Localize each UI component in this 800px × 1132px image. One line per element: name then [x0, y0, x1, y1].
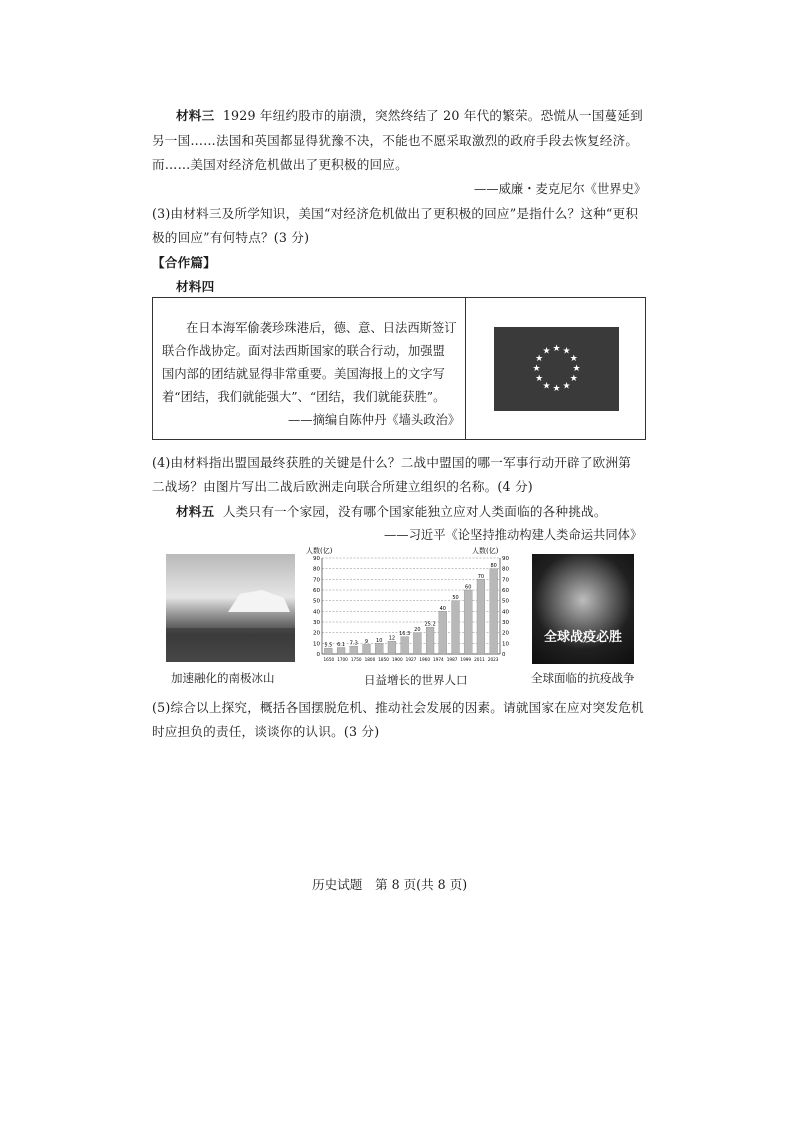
chart-bar [490, 569, 498, 654]
epidemic-poster-photo [532, 554, 634, 664]
svg-text:★: ★ [572, 364, 581, 374]
svg-text:★: ★ [542, 346, 551, 357]
chart-ytick-right: 40 [502, 609, 509, 616]
chart-data-label: 60 [465, 584, 472, 591]
chart-bar [388, 641, 396, 654]
chart-xtick: 1900 [391, 657, 403, 662]
chart-ytick-right: 20 [502, 630, 509, 637]
eu-flag-stars [494, 327, 619, 411]
svg-text:★: ★ [535, 354, 544, 364]
chart-ytick-left: 40 [313, 609, 320, 616]
svg-text:★: ★ [532, 364, 541, 374]
chart-xtick: 1850 [378, 657, 389, 662]
chart-ytick-left: 60 [313, 588, 320, 594]
chart-ytick-right: 70 [502, 577, 509, 584]
material3-source: ——威廉・麦克尼尔《世界史》 [474, 182, 647, 196]
chart-data-label: 16.3 [399, 631, 411, 638]
material4-divider [465, 297, 466, 440]
question4-line1: (4)由材料指出盟国最终获胜的关键是什么？二战中盟国的哪一军事行动开辟了欧洲第 [152, 455, 632, 470]
question5-line2: 时应担负的责任，谈谈你的认识。(3 分) [152, 724, 380, 739]
material5-line: 材料五 人类只有一个家园，没有哪个国家能独立应对人类面临的各种挑战。 [176, 504, 607, 519]
chart-xtick: 1800 [364, 657, 376, 662]
chart-ytick-left: 20 [313, 630, 320, 637]
chart-data-label: 7.3 [349, 640, 358, 647]
chart-data-label: 10 [376, 637, 383, 644]
chart-bar [426, 627, 434, 654]
ice-caption: 加速融化的南极冰山 [171, 671, 275, 685]
material3-line2: 另一国……法国和英国都显得犹豫不决，不能也不愿采取激烈的政府手段去恢复经济。 [152, 133, 639, 148]
chart-ylabel-right: 人数(亿) [472, 547, 499, 555]
svg-text:★: ★ [552, 384, 561, 394]
material3-line3: 而……美国对经济危机做出了更积极的回应。 [152, 157, 408, 172]
material3-label: 材料三 [176, 108, 215, 123]
chart-data-label: 50 [452, 595, 459, 602]
material4-source: ——摘编自陈仲丹《墙头政治》 [288, 413, 461, 427]
svg-text:★: ★ [552, 344, 561, 354]
chart-data-label: 80 [490, 563, 497, 570]
poster-text: 全球战疫必胜 [543, 630, 622, 645]
chart-ytick-right: 60 [502, 588, 509, 594]
page-footer: 历史试题 第 8 页(共 8 页) [312, 877, 468, 892]
section-title: 【合作篇】 [152, 255, 216, 270]
chart-ytick-left: 70 [313, 577, 320, 584]
chart-ytick-right: 0 [502, 652, 506, 658]
chart-data-label: 25.2 [424, 621, 436, 628]
chart-bar [477, 579, 485, 654]
chart-bar [363, 644, 371, 654]
material4-line3: 国内部的团结就显得非常重要。美国海报上的文字写 [162, 367, 445, 381]
chart-xtick: 1960 [419, 657, 431, 662]
chart-data-label: 9 [364, 638, 369, 645]
chart-xtick: 1700 [337, 657, 348, 662]
svg-text:★: ★ [562, 381, 571, 392]
chart-bar [439, 611, 447, 654]
chart-xtick: 1650 [323, 657, 335, 662]
svg-text:★: ★ [569, 374, 578, 384]
chart-xtick: 2023 [487, 657, 499, 662]
material4-line1: 在日本海军偷袭珍珠港后，德、意、日法西斯签订 [186, 321, 457, 335]
chart-data-label: 40 [439, 605, 446, 612]
question3-line1: (3)由材料三及所学知识，美国“对经济危机做出了更积极的回应”是指什么？这种“更积 [152, 206, 639, 221]
chart-ytick-right: 80 [502, 566, 509, 573]
population-caption: 日益增长的世界人口 [364, 673, 468, 687]
material5-source: ——习近平《论坚持推动构建人类命运共同体》 [384, 528, 643, 542]
chart-ytick-right: 30 [502, 620, 509, 626]
material3-line1: 材料三 1929 年纽约股市的崩溃，突然终结了 20 年代的繁荣。恐慌从一国蔓延到 [176, 108, 643, 123]
chart-bar [337, 647, 345, 654]
chart-bar [375, 643, 383, 654]
material4-line4: 着“团结，我们就能强大”、“团结，我们就能获胜”。 [162, 390, 446, 404]
population-chart [304, 546, 518, 668]
iceberg-shape [166, 554, 295, 662]
question5-line1: (5)综合以上探究，概括各国摆脱危机、推动社会发展的因素。请就国家在应对突发危机 [152, 700, 644, 715]
population-chart-svg [304, 546, 518, 668]
chart-ytick-left: 0 [316, 652, 320, 658]
epidemic-caption: 全球面临的抗疫战争 [531, 671, 635, 685]
chart-ytick-left: 80 [313, 566, 320, 573]
chart-xtick: 1999 [460, 657, 472, 662]
chart-bar [401, 637, 409, 654]
chart-xtick: 2011 [474, 657, 485, 662]
chart-ytick-left: 30 [313, 620, 320, 626]
antarctic-ice-photo [166, 554, 295, 662]
chart-xtick: 1987 [446, 657, 458, 662]
material4-label: 材料四 [176, 279, 215, 294]
chart-ylabel-left: 人数(亿) [306, 547, 333, 555]
chart-bar [324, 648, 332, 654]
chart-ytick-right: 90 [502, 556, 509, 562]
chart-xtick: 1974 [433, 657, 444, 662]
chart-ytick-left: 50 [313, 598, 320, 605]
chart-xtick: 1750 [350, 657, 362, 662]
chart-ytick-right: 50 [502, 598, 509, 605]
chart-ytick-right: 10 [502, 641, 509, 648]
svg-text:★: ★ [569, 354, 578, 364]
question4-line2: 二战场？由图片写出二战后欧洲走向联合所建立组织的名称。(4 分) [152, 479, 533, 494]
chart-data-label: 20 [414, 627, 421, 634]
chart-xtick: 1927 [405, 657, 417, 662]
question3-line2: 极的回应”有何特点？(3 分) [152, 230, 310, 245]
chart-bar [452, 601, 460, 654]
chart-data-label: 5.5 [324, 642, 333, 649]
chart-bar [413, 633, 421, 654]
chart-ytick-left: 10 [313, 641, 320, 648]
svg-text:★: ★ [542, 381, 551, 392]
chart-bar [464, 590, 472, 654]
svg-text:★: ★ [562, 346, 571, 357]
chart-data-label: 70 [477, 573, 485, 580]
material4-line2: 联合作战协定。面对法西斯国家的联合行动，加强盟 [162, 344, 445, 358]
svg-text:★: ★ [535, 374, 544, 384]
chart-data-label: 12 [388, 635, 396, 642]
chart-ytick-left: 90 [313, 556, 320, 562]
material5-label: 材料五 [176, 504, 215, 519]
chart-bar [350, 646, 358, 654]
eu-flag-image [494, 327, 619, 411]
chart-data-label: 6.1 [337, 641, 346, 648]
